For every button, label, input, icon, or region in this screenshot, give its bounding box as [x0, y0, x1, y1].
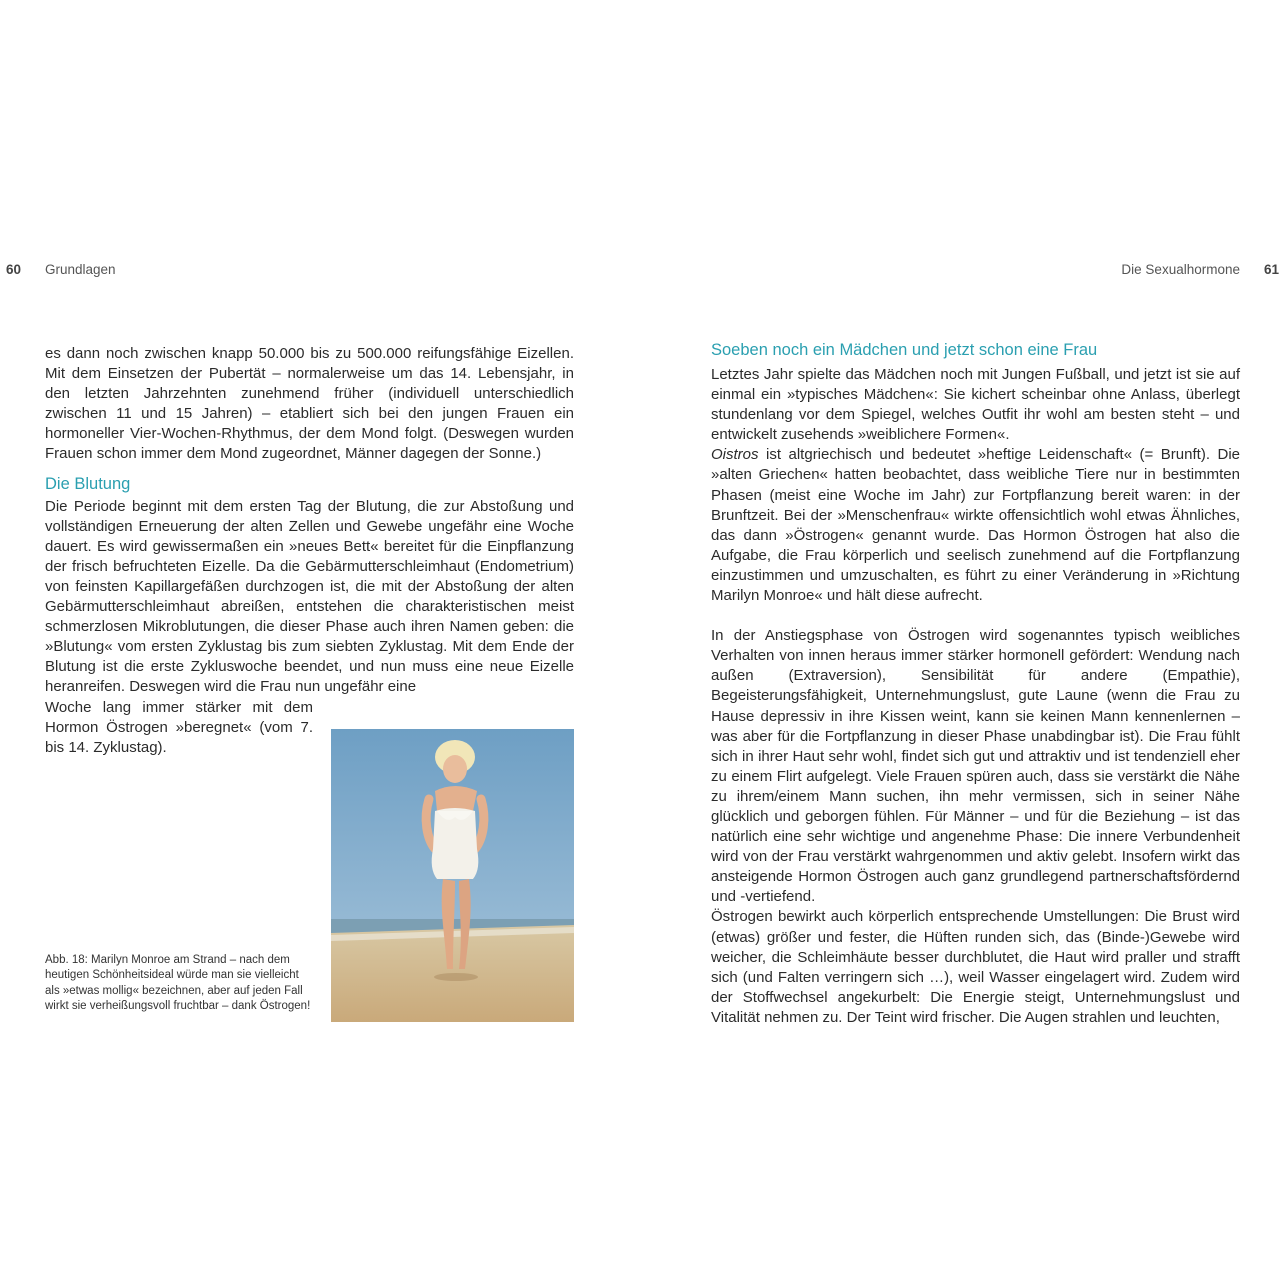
right-page-body — [711, 338, 1240, 1028]
figure-caption: Abb. 18: Marilyn Monroe am Strand – nach dem heutigen Schönheitsideal würde man sie vielleicht als »etwas mollig« bezeichnen, aber auf jeden Fall wirkt sie verheißungsvoll fruchtbar – dank Östrogen! — [45, 954, 311, 1012]
marilyn-monroe-beach-photo — [331, 729, 574, 1022]
page-number-left: 60 — [6, 262, 22, 277]
section-heading-maedchen-frau: Soeben noch ein Mädchen und jetzt schon eine Frau — [711, 341, 1098, 359]
right-paragraph-3: In der Anstiegsphase von Östrogen wird sogenanntes typisch weibliches Verhalten von innen heraus immer stärker hormonell gefördert: Wendung nach außen (Extraversion), Sensibilität für andere (Empathie), Begeisterungsfähigkeit, Unternehmungslust, gute Laune (wenn die Frau zu Hause depressiv in ihre Kissen weint, kann sie keinen Mann kennenlernen – was aber für die Fortpflanzung in dieser Phase unabdingbar ist). Die Frau fühlt sich in ihrer Haut sehr wohl, findet sich gut und attraktiv und ist tendenziell eher zu einem Flirt aufgelegt. Viele Frauen spüren auch, dass sie verstärkt die Nähe zu ihrem/einem Mann suchen, ihn mehr vermissen, sich in seiner Nähe glücklich und geborgen fühlen. Für Männer – und für die Beziehung – ist das natürlich eine sehr wichtige und angenehme Phase: Die innere Verbundenheit wird von der Frau verstärkt wahrgenommen und aktiv gelebt. Insofern wirkt das ansteigende Hormon Östrogen auch ganz grundlegend partnerschaftsfördernd und -vertiefend. — [711, 627, 1240, 906]
running-head-left: Grundlagen — [45, 262, 116, 277]
left-page-body — [45, 344, 574, 758]
left-paragraph-2: Die Periode beginnt mit dem ersten Tag der Blutung, die zur Abstoßung und vollständigen Erneuerung der alten Zellen und Gewebe ungefähr eine Woche dauert. Es wird gewissermaßen ein »neues Bett« bereitet für die Einpflanzung der frisch befruchteten Eizelle. Da die Gebärmutterschleimhaut (Endometrium) von feinsten Kapillargefäßen durchzogen ist, die mit der Abstoßung der alten Gebärmutterschleimhaut abreißen, entstehen die charakteristischen meist schmerzlosen Mikroblutungen, die dieser Phase auch ihren Namen geben: die »Blutung« vom ersten Zyklustag bis zum siebten Zyklustag. Mit dem Ende der Blutung ist die erste Zykluswoche beendet, und nun muss eine neue Eizelle heranreifen. Deswegen wird die Frau nun ungefähr eine — [45, 497, 574, 696]
right-paragraph-1: Letztes Jahr spielte das Mädchen noch mit Jungen Fußball, und jetzt ist sie auf einmal ein »typisches Mädchen«: Sie kichert scheinbar ohne Anlass, überlegt stundenlang vor dem Spiegel, welches Outfit ihr wohl am besten steht – und entwickelt zusehends »weiblichere Formen«. — [711, 366, 1240, 444]
page-number-right: 61 — [1263, 262, 1279, 277]
running-head-right: Die Sexualhormone — [1121, 262, 1240, 277]
left-paragraph-1: es dann noch zwischen knapp 50.000 bis zu 500.000 reifungsfähige Eizellen. Mit dem Einsetzen der Pubertät – normalerweise um das 14. Lebensjahr, in den letzten Jahrzehnten zunehmend früher (individuell unterschiedlich zwischen 11 und 15 Jahren) – etabliert sich bei den jungen Frauen ein hormoneller Vier-Wochen-Rhythmus, der dem Mond folgt. (Deswegen wurden Frauen schon immer dem Mond zugeordnet, Männer dagegen der Sonne.) — [45, 345, 574, 463]
oistros-term: Oistros — [711, 446, 759, 464]
right-paragraph-2-text: ist altgriechisch und bedeutet »heftige Leidenschaft« (= Brunft). Die »alten Griechen« hatten beobachtet, dass weibliche Tiere nur in bestimmten Phasen (meist eine Woche im Jahr) zur Fortpflanzung bereit waren: in der Brunftzeit. Bei der »Menschenfrau« wirkte offensichtlich wohl etwas Ähnliches, das dann »Östrogen« genannt wurde. Das Hormon Östrogen hat also die Aufgabe, die Frau körperlich und seelisch zunehmend auf die Fortpflanzung einzustimmen und umzuschalten, es führt zu einer Veränderung in »Richtung Marilyn Monroe« und hält diese aufrecht. — [711, 446, 1240, 605]
right-paragraph-2 — [711, 445, 1240, 606]
left-paragraph-2-wrap: Woche lang immer stärker mit dem Hormon Östrogen »beregnet« (vom 7. bis 14. Zyklustag). — [45, 698, 313, 756]
paragraph-gap — [711, 606, 1240, 626]
section-heading-blutung: Die Blutung — [45, 474, 131, 493]
right-paragraph-4: Östrogen bewirkt auch körperlich entsprechende Umstellungen: Die Brust wird (etwas) größer und fester, die Hüften runden sich, das (Binde-)Gewebe wird weicher, die Schleimhäute besser durchblutet, die Haut wird praller und strafft sich (und Falten verringern sich …), weil Wasser eingelagert wird. Zudem wird der Stoffwechsel angekurbelt: Die Energie steigt, Unternehmungslust und Vitalität nehmen zu. Der Teint wird frischer. Die Augen strahlen und leuchten, — [711, 908, 1240, 1026]
